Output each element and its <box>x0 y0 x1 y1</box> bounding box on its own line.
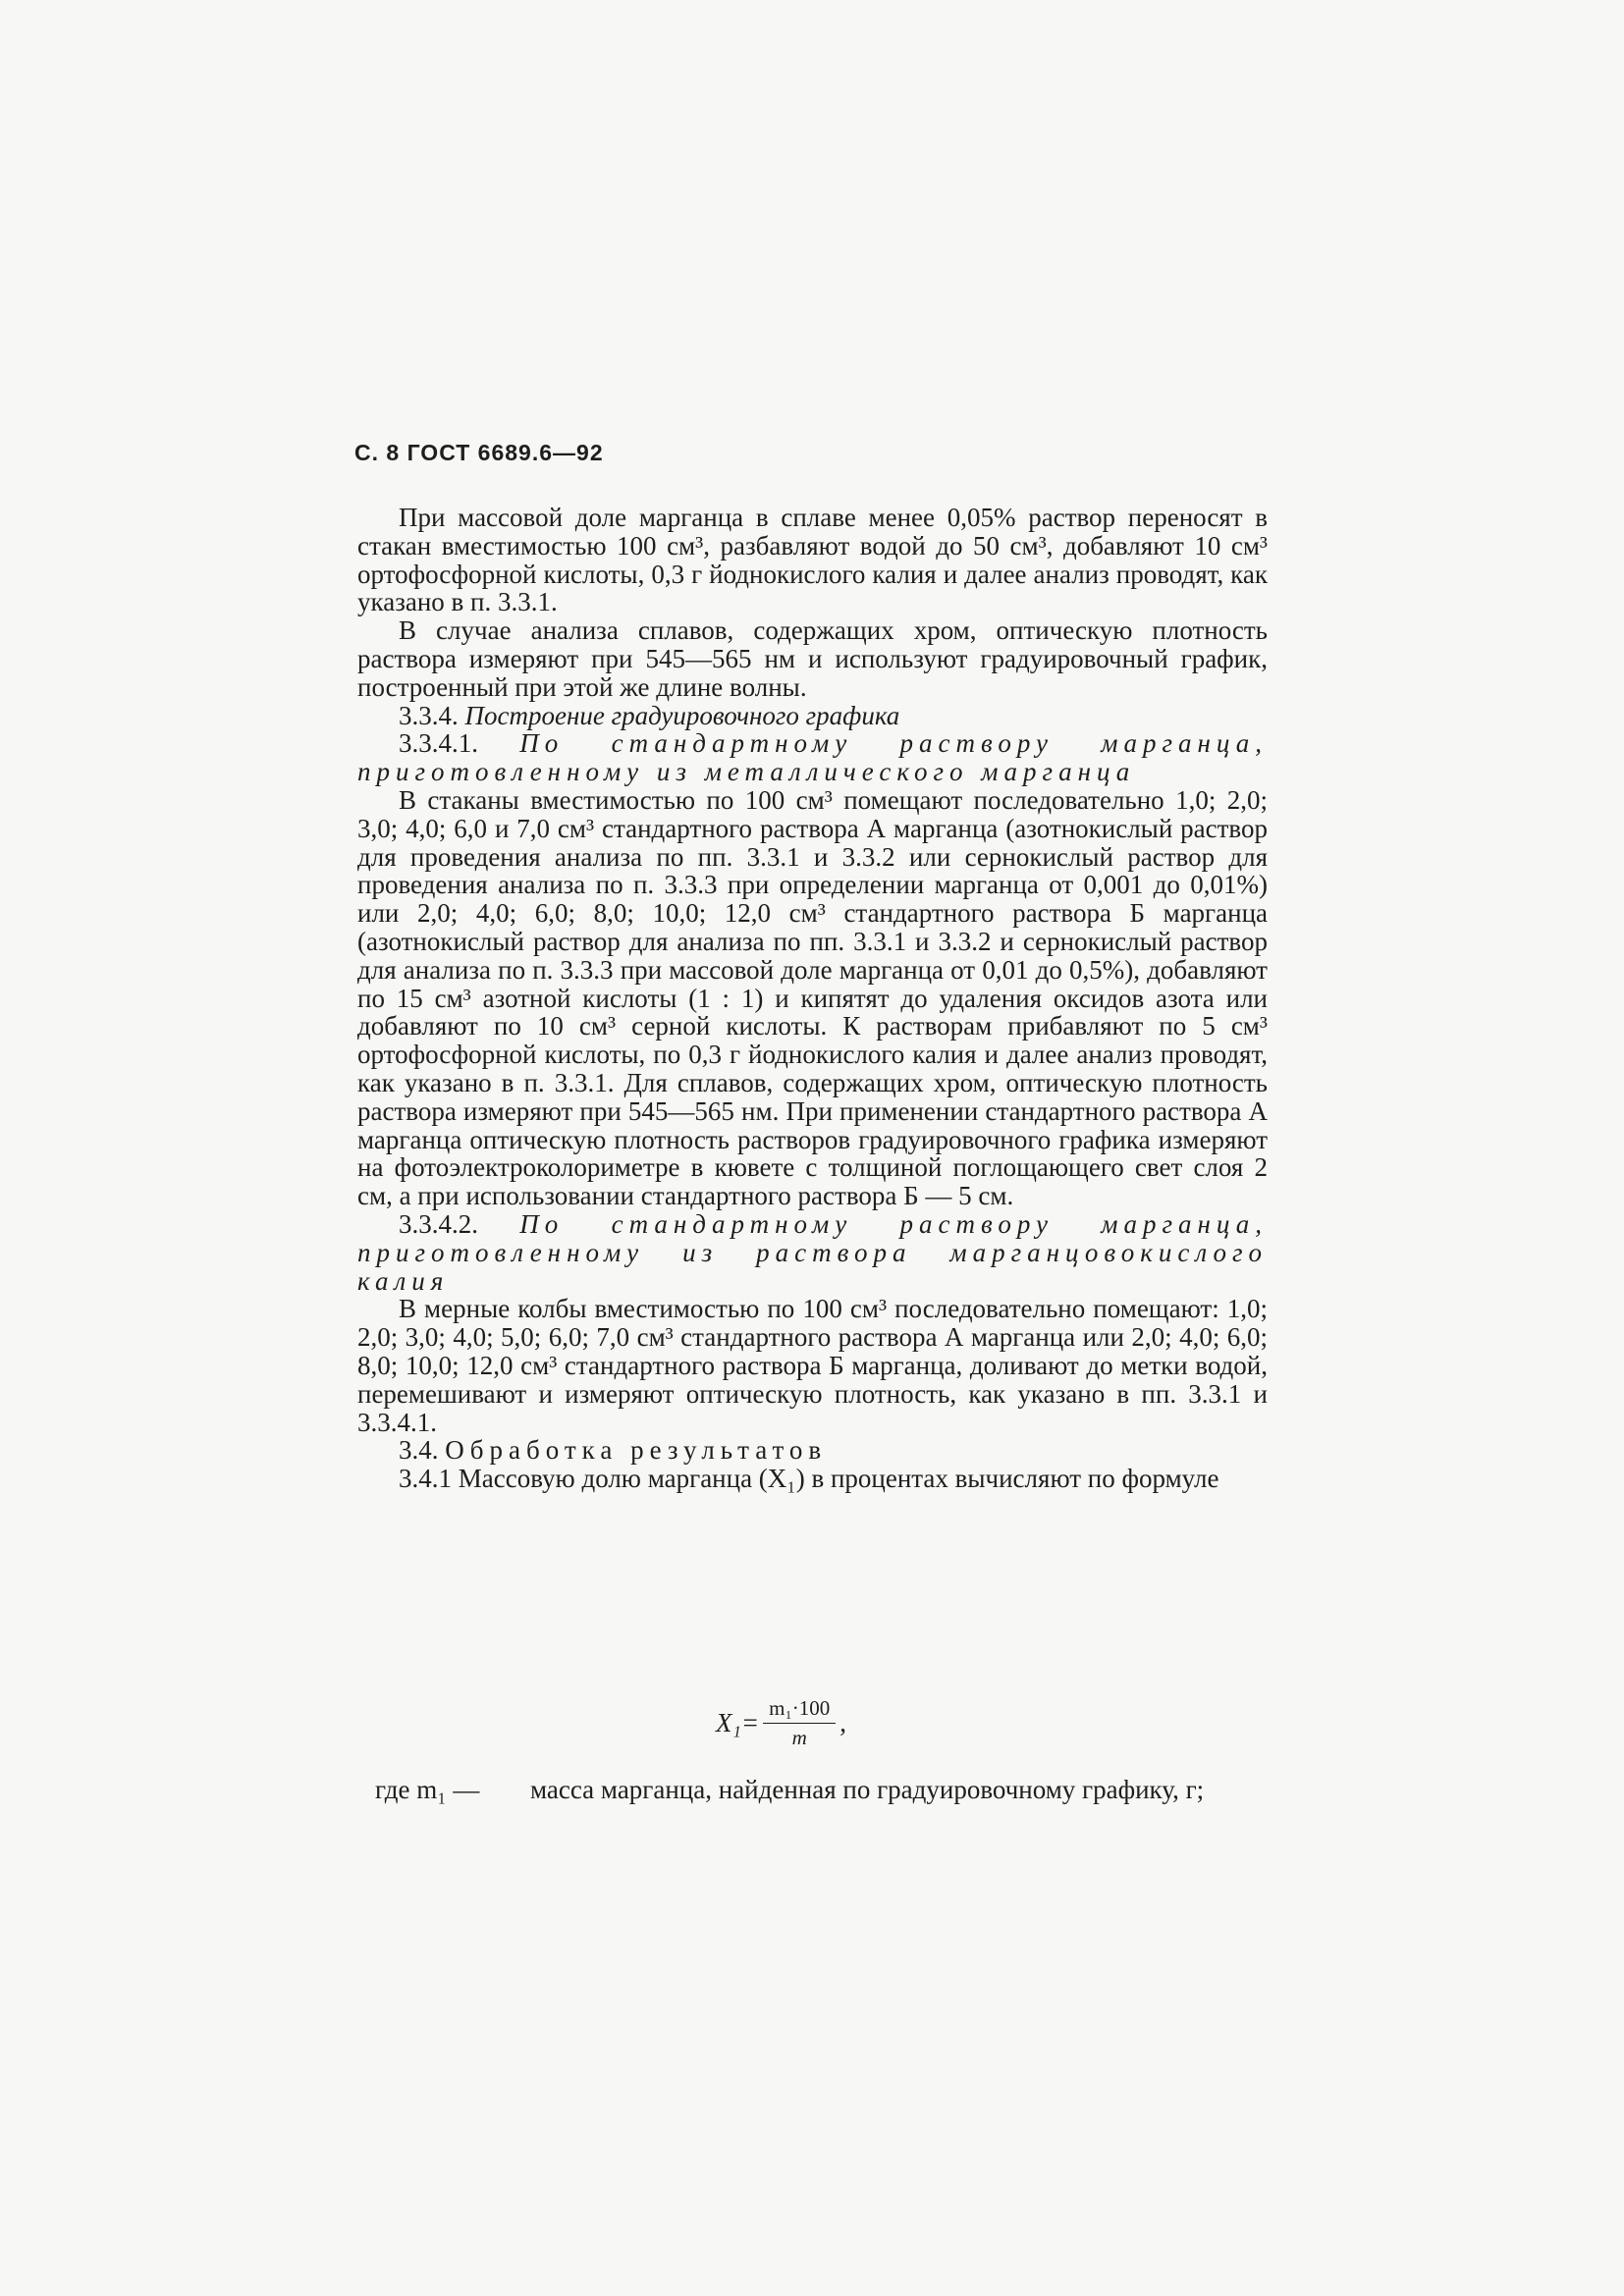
section-3-3-4-2-heading <box>357 1210 1268 1295</box>
formula-denominator: m <box>791 1726 807 1749</box>
paragraph-chromium-alloys: В случае анализа сплавов, содержащих хром, оптическую плотность раствора измеряют при 545—565 нм и используют градуировочный график, построенный при этой же длине волны. <box>357 615 1268 702</box>
section-number: 3.4. <box>399 1435 439 1466</box>
section-number: 3.3.4.2. <box>399 1208 478 1239</box>
paragraph-calibration-procedure-b: В мерные колбы вместимостью по 100 см³ последовательно помещают: 1,0; 2,0; 3,0; 4,0; 5,0; 6,0; 7,0 см³ стандартного раствора А марганца или 2,0; 4,0; 6,0; 8,0; 10,0; 12,0 см³ стандартного раствора Б марганца, доливают до метки водой, перемешивают и измеряют оптическую плотность, как указано в пп. 3.3.1 и 3.3.4.1. <box>357 1294 1268 1437</box>
formula-tail: , <box>839 1708 847 1737</box>
formula-numerator: m₁·100 <box>763 1696 836 1724</box>
section-3-3-4-1-heading <box>357 729 1268 786</box>
paragraph-formula-intro: 3.4.1 Массовую долю марганца (X₁) в процентах вычисляют по формуле <box>399 1464 1219 1494</box>
section-3-4-heading <box>357 1436 1268 1465</box>
section-number: 3.3.4.1. <box>399 728 478 759</box>
definition-row <box>375 1774 1269 1805</box>
definition-term: где m₁ — <box>375 1775 480 1804</box>
definition-description: масса марганца, найденная по градуировочному графику, г; <box>530 1775 1205 1804</box>
paragraph-calibration-procedure-a: В стаканы вместимостью по 100 см³ помещают последовательно 1,0; 2,0; 3,0; 4,0; 6,0 и 7,0 см³ стандартного раствора А марганца (азотнокислый раствор для проведения анализа по пп. 3.3.1 и 3.3.2 или сернокислый раствор для проведения анализа по п. 3.3.3 при определении марганца от 0,001 до 0,01%) или 2,0; 4,0; 6,0; 8,0; 10,0; 12,0 см³ стандартного раствора Б марганца (азотнокислый раствор для анализа по пп. 3.3.1 и 3.3.2 и сернокислый раствор для анализа по п. 3.3.3 при массовой доле марганца от 0,01 до 0,5%), добавляют по 15 см³ азотной кислоты (1 : 1) и кипятят до удаления оксидов азота или добавляют по 10 см³ серной кислоты. К растворам прибавляют по 5 см³ ортофосфорной кислоты, по 0,3 г йоднокислого калия и далее анализ проводят, как указано в п. 3.3.1. Для сплавов, содержащих хром, оптическую плотность раствора измеряют при 545—565 нм. При применении стандартного раствора А марганца оптическую плотность растворов градуировочного графика измеряют на фотоэлектроколориметре в кювете с толщиной поглощающего свет слоя 2 см, а при использовании стандартного раствора Б — 5 см. <box>357 784 1268 1211</box>
section-title: По стандартному раствору марганца, приготовленному из раствора марганцовокислого калия <box>357 1208 1268 1296</box>
section-title: Построение градуировочного графика <box>464 700 900 730</box>
formula-fraction <box>763 1696 836 1750</box>
section-3-3-4-heading <box>357 702 1268 730</box>
formula-definitions <box>375 1774 1269 1805</box>
section-title: Обработка результатов <box>445 1435 828 1466</box>
page-header: С. 8 ГОСТ 6689.6—92 <box>354 440 604 465</box>
paragraph-low-manganese: При массовой доле марганца в сплаве менее 0,05% раствор переносят в стакан вместимостью 100 см³, разбавляют водой до 50 см³, добавляют 10 см³ ортофосфорной кислоты, 0,3 г йоднокислого калия и далее анализ проводят, как указано в п. 3.3.1. <box>357 503 1268 617</box>
formula-lhs: X₁= <box>716 1708 760 1737</box>
mass-fraction-formula <box>716 1696 846 1750</box>
section-title: По стандартному раствору марганца, приготовленному из металлического марганца <box>357 728 1268 787</box>
body-text <box>357 504 1268 1493</box>
section-number: 3.3.4. <box>399 700 459 730</box>
